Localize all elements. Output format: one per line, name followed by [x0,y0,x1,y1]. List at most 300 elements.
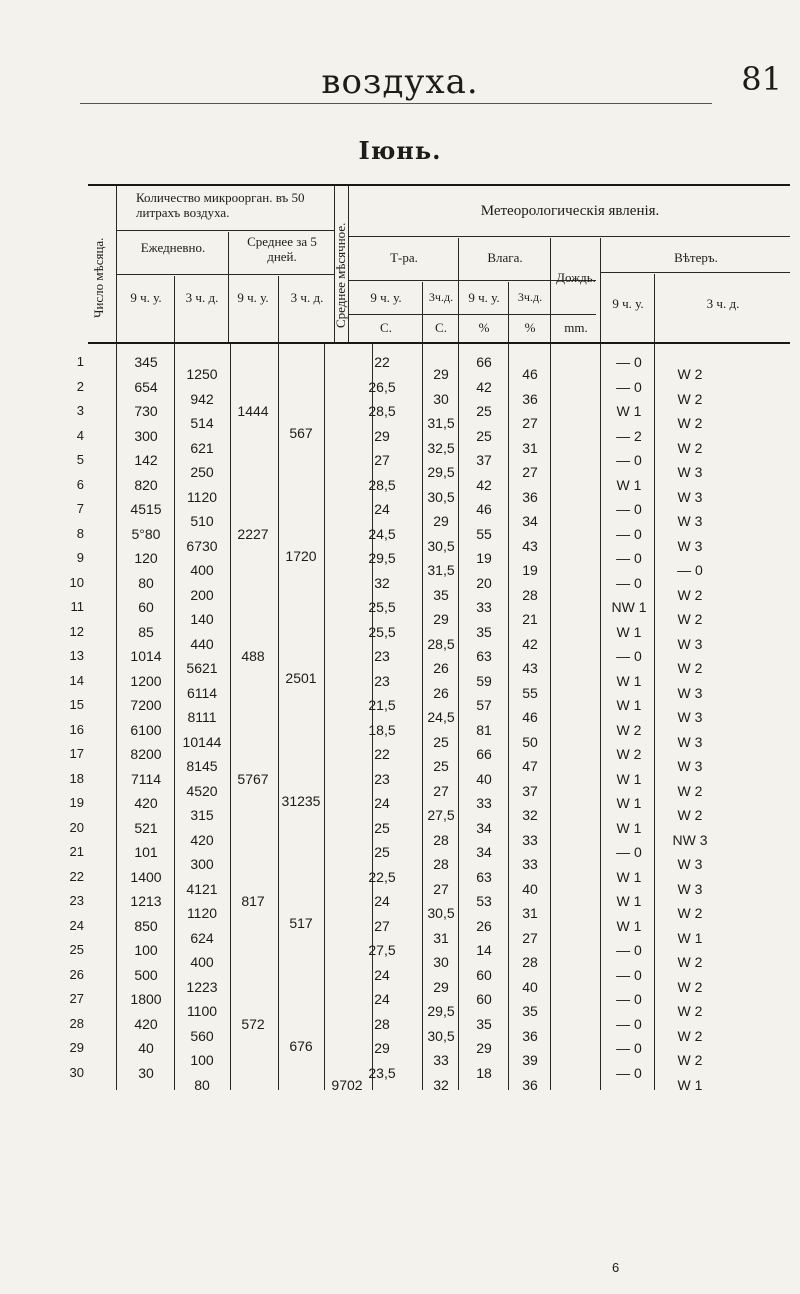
cell-w3: W 2 [677,905,703,921]
cell-t9: 25,5 [368,599,396,615]
col-five-3: 3 ч. д. [290,290,324,305]
cell-w3: W 2 [677,660,703,676]
cell-h3: 50 [522,733,538,750]
cell-h3: 34 [522,513,538,529]
cell-h3: 43 [522,660,538,676]
cell-h9: 20 [476,574,492,591]
cell-m9: 1800 [130,991,162,1007]
cell-w9: W 1 [616,819,642,836]
cell-m9: 1200 [130,672,162,689]
cell-t9: 28 [374,1015,390,1032]
cell-h3: 31 [522,439,538,456]
col-monthly-header: Среднее мѣсячное. [333,222,348,328]
cell-h3: 19 [522,562,538,578]
cell-m3: 440 [190,635,214,652]
col-micro-header: Количество микроорган. въ 50 литрахъ воздуха. [136,190,305,220]
cell-w3: W 2 [677,586,703,603]
vrule [422,344,423,1090]
cell-day: 5 [76,452,84,467]
cell-day: 17 [69,746,84,761]
cell-w9: W 1 [616,868,642,885]
cell-w3: W 2 [677,390,703,407]
cell-day: 24 [69,917,84,933]
cell-day: 9 [76,550,84,565]
cell-m3: 200 [190,586,214,603]
cell-m9: 101 [134,844,158,860]
cell-m3: 1120 [186,905,218,921]
cell-day: 21 [69,844,84,859]
cell-w3: W 3 [677,758,703,774]
cell-t9: 27,5 [368,942,396,958]
cell-h9: 34 [476,844,492,860]
cell-t9: 28,5 [368,476,396,493]
cell-h9: 66 [476,354,492,370]
cell-w9: W 1 [616,795,642,811]
cell-m3: 5621 [186,660,218,676]
cell-h9: 35 [476,623,492,640]
cell-h9: 26 [476,917,492,934]
cell-t3: 30,5 [427,488,455,505]
cell-w3: NW 3 [672,831,708,848]
cell-t3: 31,5 [427,415,455,431]
table-top-rule [88,184,790,186]
cell-h9: 14 [476,942,492,958]
footnote-mark: 6 [612,1260,620,1275]
cell-t9: 23 [374,648,390,664]
cell-h3: 28 [522,586,538,603]
cell-h9: 25 [476,427,492,444]
cell-h3: 32 [522,807,538,823]
cell-h3: 36 [522,390,538,407]
unit-temp-9: С. [380,320,392,335]
cell-t9: 25,5 [368,623,396,640]
cell-m3: 4520 [186,782,218,799]
cell-h3: 27 [522,929,538,946]
cell-day: 2 [76,378,84,394]
cell-m9: 4515 [130,501,162,517]
cell-h9: 34 [476,819,492,836]
cell-h3: 39 [522,1052,538,1068]
cell-m9: 521 [134,819,158,836]
cell-t3: 30,5 [427,1027,455,1044]
vrule [600,344,601,1090]
vrule [458,238,459,342]
cell-w3: W 3 [677,733,703,750]
cell-h9: 33 [476,795,492,811]
cell-h9: 25 [476,403,492,419]
cell-m3: 315 [190,807,214,823]
month-title: Іюнь. [358,136,442,165]
vrule [174,276,175,342]
cell-m9: 30 [138,1064,154,1081]
col-daily-header: Ежедневно. [140,240,206,255]
cell-h9: 46 [476,501,492,517]
cell-m9: 8200 [130,746,162,762]
cell-w9: W 1 [616,623,642,640]
cell-m3: 400 [190,562,214,578]
five-day-mean-9: 817 [241,893,265,909]
cell-h3: 46 [522,709,538,725]
cell-day: 7 [76,501,84,516]
unit-rain: mm. [564,320,588,335]
cell-w9: W 2 [616,746,642,762]
cell-t3: 25 [433,733,449,750]
cell-h9: 18 [476,1064,492,1081]
cell-t9: 24 [374,893,390,909]
cell-t3: 32,5 [427,439,455,456]
cell-w9: W 1 [616,476,642,493]
cell-t3: 32 [433,1076,449,1093]
cell-day: 27 [69,991,84,1006]
cell-w3: W 2 [677,1003,703,1019]
cell-m9: 500 [134,966,158,983]
cell-m9: 142 [134,452,158,468]
cell-m3: 400 [190,954,214,970]
cell-h9: 40 [476,770,492,787]
cell-m9: 7200 [130,697,162,713]
five-day-mean-3: 517 [289,915,313,931]
header-rule [80,103,712,104]
cell-day: 22 [69,868,84,884]
vrule [508,344,509,1090]
cell-day: 12 [69,623,84,639]
cell-t9: 28,5 [368,403,396,419]
col-temp-3: 3ч.д. [428,290,454,304]
cell-w9: W 1 [616,893,642,909]
cell-w3: W 2 [677,611,703,627]
cell-h9: 81 [476,721,492,738]
vrule [654,274,655,342]
cell-m3: 8111 [187,709,217,725]
cell-w3: W 1 [677,1076,703,1093]
vrule [228,232,229,342]
cell-h9: 35 [476,1015,492,1032]
cell-t9: 29,5 [368,550,396,566]
five-day-mean-3: 31235 [281,792,321,809]
cell-t9: 21,5 [368,697,396,713]
cell-w3: W 1 [677,929,703,946]
cell-t9: 29 [374,1040,390,1056]
cell-h3: 36 [522,1076,538,1093]
cell-w3: W 3 [677,880,703,897]
cell-t3: 28 [433,856,449,872]
cell-t9: 22 [374,746,390,762]
five-day-mean-9: 572 [241,1015,265,1032]
cell-t3: 30 [433,954,449,970]
cell-t3: 27 [433,880,449,897]
vrule [278,276,279,342]
vrule [230,344,231,1090]
cell-h3: 37 [522,782,538,799]
col-meteo-header: Метеорологическія явленія. [480,203,660,219]
vrule [174,344,175,1090]
cell-m3: 624 [190,929,214,946]
col-daily-9: 9 ч. у. [130,290,162,305]
cell-w9: — 2 [616,427,642,444]
five-day-mean-9: 5767 [237,770,269,787]
cell-t3: 29,5 [427,464,455,480]
cell-t3: 31,5 [427,562,455,578]
cell-w9: — 0 [616,378,642,395]
cell-m3: 100 [190,1052,214,1068]
vrule [278,344,279,1090]
cell-h9: 63 [476,648,492,664]
cell-w3: W 3 [677,856,703,872]
cell-day: 14 [69,672,84,688]
cell-t9: 24 [374,991,390,1007]
cell-w9: — 0 [616,574,642,591]
cell-m3: 942 [190,390,214,407]
cell-w9: — 0 [616,648,642,664]
cell-w3: — 0 [677,562,703,578]
cell-t3: 27,5 [427,807,455,823]
cell-t9: 25 [374,844,390,860]
cell-t9: 27 [374,452,390,468]
cell-h9: 19 [476,550,492,566]
cell-t3: 30,5 [427,905,455,921]
cell-t3: 28 [433,831,449,848]
cell-w9: — 0 [616,844,642,860]
cell-m3: 10144 [182,733,222,750]
cell-t9: 32 [374,574,390,591]
cell-m9: 80 [138,574,154,591]
vrule [508,282,509,342]
cell-t9: 24 [374,795,390,811]
cell-h3: 46 [522,366,538,382]
cell-day: 18 [69,770,84,786]
cell-t9: 24,5 [368,525,396,542]
cell-h3: 36 [522,488,538,505]
cell-w9: — 0 [616,991,642,1007]
cell-w9: W 1 [616,672,642,689]
cell-w9: — 0 [616,354,642,370]
cell-day: 6 [76,476,84,492]
cell-day: 8 [76,525,84,541]
cell-m9: 300 [134,427,158,444]
cell-t3: 35 [433,586,449,603]
cell-t9: 24 [374,966,390,983]
cell-w9: W 1 [616,697,642,713]
cell-t3: 26 [433,684,449,701]
vrule [116,344,117,1090]
cell-w3: W 3 [677,513,703,529]
cell-h9: 59 [476,672,492,689]
col-hum-9: 9 ч. у. [468,290,500,305]
cell-h3: 43 [522,537,538,554]
cell-h3: 21 [522,611,538,627]
cell-t3: 29 [433,978,449,995]
cell-h9: 57 [476,697,492,713]
cell-t3: 29 [433,513,449,529]
cell-m3: 80 [194,1076,210,1093]
cell-t9: 22 [374,354,390,370]
cell-t3: 29,5 [427,1003,455,1019]
rule-under-micro [116,230,334,231]
cell-day: 19 [69,795,84,810]
cell-day: 16 [69,721,84,737]
cell-w3: W 2 [677,1052,703,1068]
cell-t9: 23,5 [368,1064,396,1081]
cell-w9: W 1 [616,917,642,934]
cell-m9: 100 [134,942,158,958]
cell-t9: 22,5 [368,868,396,885]
cell-m3: 6730 [186,537,218,554]
cell-w9: — 0 [616,1064,642,1081]
cell-m3: 514 [190,415,214,431]
cell-w3: W 2 [677,782,703,799]
cell-w3: W 2 [677,415,703,431]
cell-day: 25 [69,942,84,957]
cell-h9: 29 [476,1040,492,1056]
vrule [550,344,551,1090]
cell-m9: 850 [134,917,158,934]
cell-t3: 29 [433,366,449,382]
vrule [324,344,325,1090]
five-day-mean-3: 2501 [285,670,317,686]
rule-under-daily [116,274,334,275]
cell-m3: 8145 [186,758,218,774]
cell-w3: W 3 [677,684,703,701]
col-fiveday-header: Среднее за 5 дней. [247,234,317,264]
cell-w9: W 1 [616,403,642,419]
cell-m9: 120 [134,550,158,566]
cell-w9: — 0 [616,966,642,983]
rule-units [348,314,596,315]
five-day-mean-9: 2227 [237,525,269,542]
cell-w9: NW 1 [611,599,647,615]
col-wind-header: Вѣтеръ. [674,250,718,265]
cell-m3: 510 [190,513,214,529]
cell-w3: W 2 [677,954,703,970]
vrule [422,282,423,342]
cell-t9: 26,5 [368,378,396,395]
unit-hum-9: % [478,320,490,335]
cell-h3: 28 [522,954,538,970]
cell-m9: 654 [134,378,158,395]
col-daily-3: 3 ч. д. [185,290,219,305]
cell-t9: 27 [374,917,390,934]
five-day-mean-3: 567 [289,425,313,441]
cell-t9: 25 [374,819,390,836]
cell-m3: 1120 [186,488,218,505]
cell-h9: 42 [476,378,492,395]
cell-w3: W 3 [677,537,703,554]
cell-day: 23 [69,893,84,908]
unit-temp-3: С. [435,320,447,335]
cell-w3: W 3 [677,635,703,652]
cell-day: 4 [76,427,84,443]
cell-m9: 1213 [130,893,162,909]
cell-w9: W 2 [616,721,642,738]
cell-m9: 6100 [130,721,162,738]
cell-m9: 85 [138,623,154,640]
running-title: воздуха. [321,62,479,102]
cell-h9: 42 [476,476,492,493]
cell-m9: 1014 [130,648,162,664]
cell-w3: W 2 [677,807,703,823]
cell-h3: 55 [522,684,538,701]
cell-h9: 60 [476,966,492,983]
vrule [550,238,551,342]
cell-h3: 33 [522,856,538,872]
five-day-mean-9: 488 [241,648,265,664]
col-humidity-header: Влага. [487,250,523,265]
cell-t9: 23 [374,672,390,689]
cell-h3: 35 [522,1003,538,1019]
five-day-mean-9: 1444 [237,403,269,419]
cell-h9: 55 [476,525,492,542]
cell-t3: 28,5 [427,635,455,652]
cell-h3: 27 [522,415,538,431]
cell-t9: 24 [374,501,390,517]
vrule [654,344,655,1090]
cell-m3: 621 [190,439,214,456]
cell-t3: 26 [433,660,449,676]
cell-h9: 53 [476,893,492,909]
cell-w3: W 2 [677,439,703,456]
header-bottom-rule [88,342,790,344]
cell-t3: 30,5 [427,537,455,554]
cell-t3: 24,5 [427,709,455,725]
cell-w9: W 1 [616,770,642,787]
col-five-9: 9 ч. у. [237,290,269,305]
cell-m3: 420 [190,831,214,848]
cell-day: 26 [69,966,84,982]
cell-t3: 25 [433,758,449,774]
cell-w3: W 3 [677,464,703,480]
cell-h3: 40 [522,978,538,995]
cell-w3: W 2 [677,1027,703,1044]
cell-w9: — 0 [616,1040,642,1056]
cell-w9: — 0 [616,501,642,517]
monthly-mean-value: 9702 [331,1076,363,1093]
cell-t9: 23 [374,770,390,787]
cell-day: 1 [76,354,84,369]
cell-t9: 29 [374,427,390,444]
cell-h9: 37 [476,452,492,468]
cell-m3: 560 [190,1027,214,1044]
col-hum-3: 3ч.д. [517,290,543,304]
rule-under-meteo [348,236,790,237]
cell-m9: 7114 [130,770,162,787]
cell-day: 11 [70,599,84,614]
cell-m3: 1250 [186,366,218,382]
cell-w9: — 0 [616,1015,642,1032]
vrule [458,344,459,1090]
five-day-mean-3: 1720 [285,547,317,564]
col-day-header: Число мѣсяца. [91,237,106,318]
cell-m3: 6114 [186,684,218,701]
cell-m3: 140 [190,611,214,627]
cell-m9: 40 [138,1040,154,1056]
col-temp-9: 9 ч. у. [370,290,402,305]
cell-h9: 33 [476,599,492,615]
vrule [600,238,601,342]
cell-m9: 420 [134,1015,158,1032]
cell-w9: — 0 [616,452,642,468]
page-number: 81 [741,60,782,98]
cell-t3: 29 [433,611,449,627]
col-temp-header: Т-ра. [390,250,418,265]
cell-m3: 250 [190,464,214,480]
cell-w9: — 0 [616,942,642,958]
cell-day: 20 [69,819,84,835]
cell-h9: 66 [476,746,492,762]
cell-h3: 40 [522,880,538,897]
cell-m3: 4121 [186,880,218,897]
cell-m9: 1400 [130,868,162,885]
vrule [116,186,117,342]
